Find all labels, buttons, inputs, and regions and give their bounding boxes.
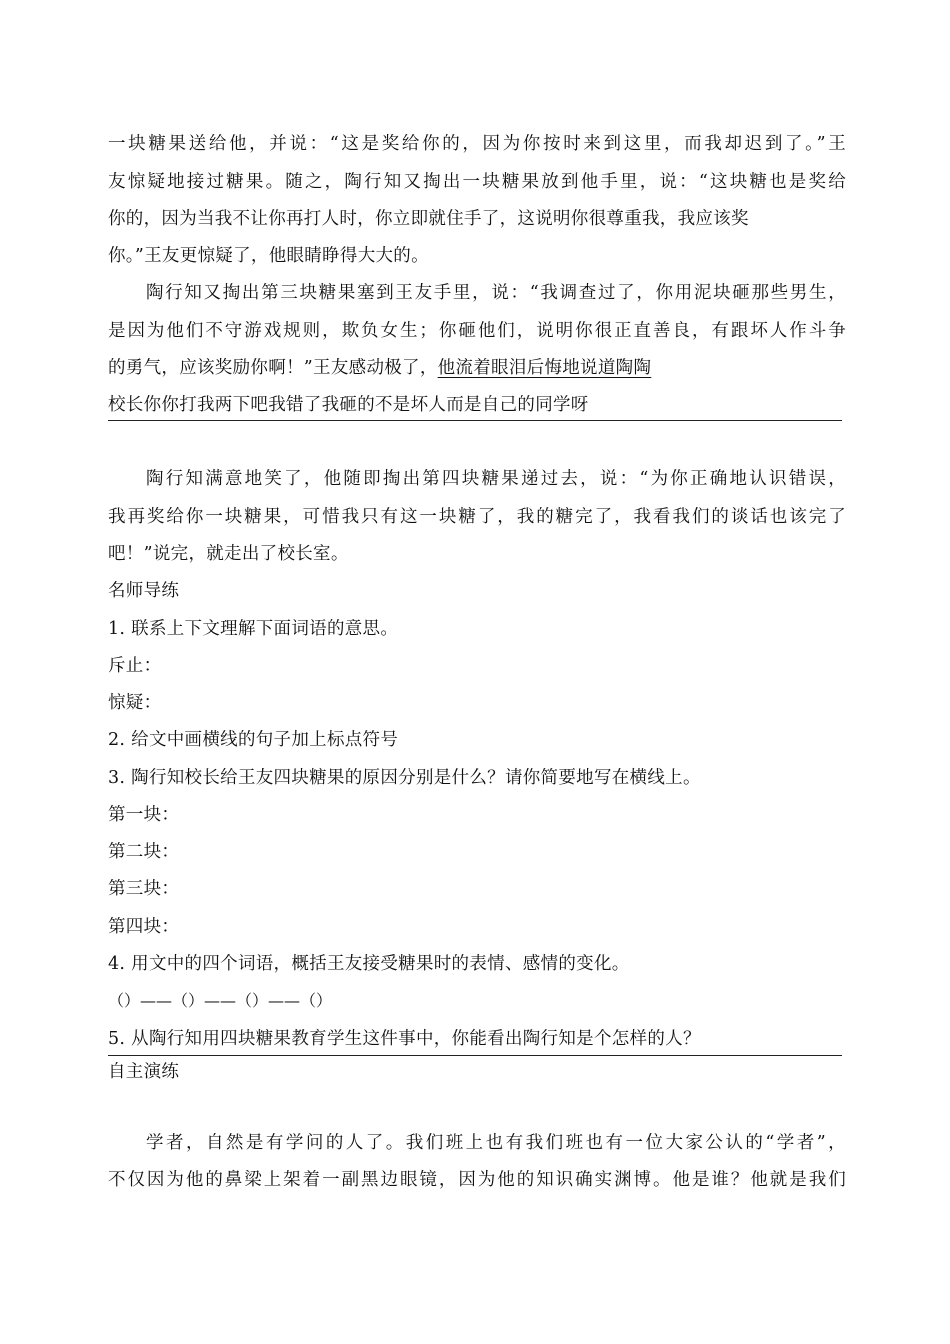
passage-line: 我再奖给你一块糖果，可惜我只有这一块糖了，我的糖完了，我看我们的谈话也该完了 xyxy=(108,507,846,527)
question-3-item: 第二块： xyxy=(108,842,180,862)
passage-line: 你。”王友更惊疑了，他眼睛睁得大大的。 xyxy=(108,246,429,266)
question-4-blanks: （）——（）——（）——（） xyxy=(108,991,333,1010)
passage-line: 陶行知满意地笑了，他随即掏出第四块糖果递过去，说：“为你正确地认识错误， xyxy=(146,469,846,489)
passage-line: 友惊疑地接过糖果。随之，陶行知又掏出一块糖果放到他手里，说：“这块糖也是奖给 xyxy=(108,172,846,192)
question-1-term: 斥止： xyxy=(108,656,162,676)
passage-line: 一块糖果送给他，并说：“这是奖给你的，因为你按时来到这里，而我却迟到了。”王 xyxy=(108,134,846,154)
answer-line xyxy=(108,1055,842,1056)
passage-line: 是因为他们不守游戏规则，欺负女生；你砸他们，说明你很正直善良，有跟坏人作斗争 xyxy=(108,321,846,341)
question-3-item: 第四块： xyxy=(108,917,180,937)
answer-line xyxy=(108,420,842,421)
question-1: 1. 联系上下文理解下面词语的意思。 xyxy=(108,619,399,639)
section-title: 自主演练 xyxy=(108,1062,180,1082)
section-title: 名师导练 xyxy=(108,581,180,601)
underlined-sentence: 他流着眼泪后悔地说道陶陶 xyxy=(437,358,652,378)
question-3-item: 第一块： xyxy=(108,805,180,825)
question-1-term: 惊疑： xyxy=(108,693,162,713)
passage-line: 不仅因为他的鼻梁上架着一副黑边眼镜，因为他的知识确实渊博。他是谁？他就是我们 xyxy=(108,1170,846,1190)
question-3: 3. 陶行知校长给王友四块糖果的原因分别是什么？请你简要地写在横线上。 xyxy=(108,768,701,788)
question-3-item: 第三块： xyxy=(108,879,180,899)
question-5: 5. 从陶行知用四块糖果教育学生这件事中，你能看出陶行知是个怎样的人？ xyxy=(108,1029,701,1049)
passage-text: 的勇气，应该奖励你啊！”王友感动极了， xyxy=(108,358,438,378)
underlined-sentence-continued: 校长你你打我两下吧我错了我砸的不是坏人而是自己的同学呀 xyxy=(108,395,589,415)
passage-line: 陶行知又掏出第三块糖果塞到王友手里，说：“我调查过了，你用泥块砸那些男生， xyxy=(146,283,846,303)
question-2: 2. 给文中画横线的句子加上标点符号 xyxy=(108,730,399,750)
passage-line xyxy=(108,356,846,380)
passage-line: 你的，因为当我不让你再打人时，你立即就住手了，这说明你很尊重我，我应该奖 xyxy=(108,209,749,229)
passage-line: 吧！”说完，就走出了校长室。 xyxy=(108,544,349,564)
question-4: 4. 用文中的四个词语，概括王友接受糖果时的表情、感情的变化。 xyxy=(108,954,630,974)
passage-line: 学者，自然是有学问的人了。我们班上也有我们班也有一位大家公认的“学者”， xyxy=(146,1133,846,1153)
